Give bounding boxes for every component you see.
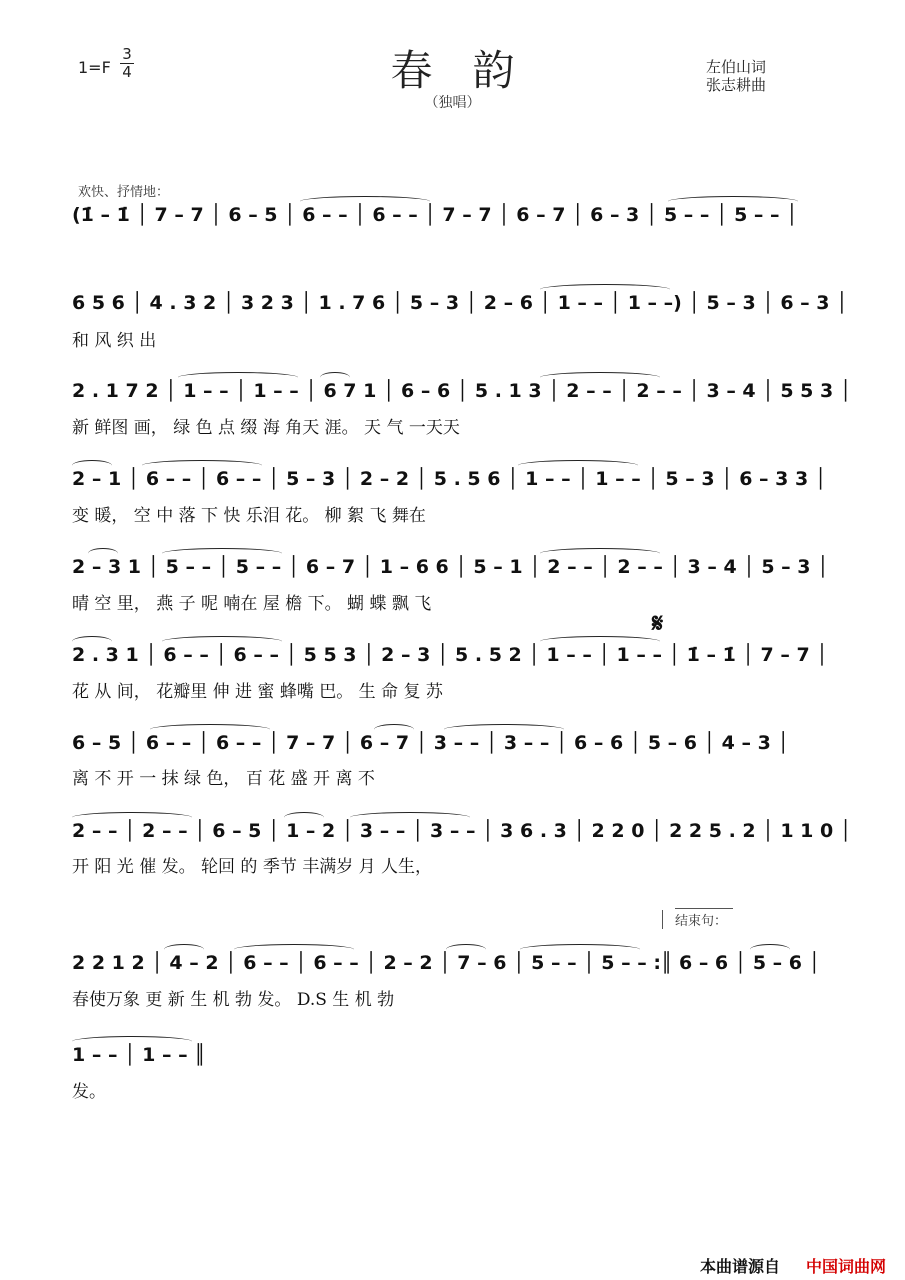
lyric-line: 变 暖， 空 中 落 下 快 乐泪 花。 柳 絮 飞 舞在: [72, 506, 426, 526]
slur-mark: [72, 1036, 192, 1047]
lyric-line: 离 不 开 一 抹 绿 色， 百 花 盛 开 离 不: [72, 769, 375, 789]
slur-mark: [446, 944, 486, 955]
lyric-line: 晴 空 里， 燕 子 呢 喃在 屋 檐 下。 蝴 蝶 飘 飞: [72, 594, 432, 614]
lyric-line: 春使万象 更 新 生 机 勃 发。 D.S 生 机 勃: [72, 990, 395, 1010]
slur-mark: [300, 196, 430, 207]
notation-line: 2 2 1 2 │ 4 – 2 │ 6 – – │ 6 – – │ 2 – 2 │ 7 – 6 │ 5 – – │ 5 – – :║ 6 – 6 │ 5 – 6 │: [72, 952, 821, 974]
song-subtitle: （独唱）: [424, 95, 481, 111]
slur-mark: [374, 724, 414, 735]
slur-mark: [320, 372, 350, 383]
lyric-line: 花 从 间， 花瓣里 伸 进 蜜 蜂嘴 巴。 生 命 复 苏: [72, 682, 443, 702]
ending-bracket: [662, 910, 727, 929]
lyricist-credit: 左伯山词: [706, 58, 767, 76]
slur-mark: [178, 372, 298, 383]
slur-mark: [668, 196, 798, 207]
tempo-marking: 欢快、抒情地：: [78, 185, 170, 200]
lyric-line: 发。: [72, 1082, 106, 1102]
slur-mark: [518, 460, 638, 471]
slur-mark: [164, 944, 204, 955]
slur-mark: [234, 944, 354, 955]
time-signature: [120, 46, 134, 81]
slur-mark: [162, 548, 282, 559]
slur-mark: [540, 636, 660, 647]
slur-mark: [72, 460, 112, 471]
slur-mark: [444, 724, 564, 735]
slur-mark: [88, 548, 118, 559]
slur-mark: [540, 372, 660, 383]
notation-line: 2 . 1 7 2 │ 1 – – │ 1 – – │ 6 7 1 │ 6 – 6 │ 5 . 1 3 │ 2 – – │ 2 – – │ 3 – 4 │ 5 5 3 │: [72, 380, 852, 402]
notation-line: 6 5 6 │ 4 . 3 2 │ 3 2 3 │ 1 . 7 6 │ 5 – 3 │ 2 – 6 │ 1 – – │ 1 – –) │ 5 – 3 │ 6 – 3 │: [72, 292, 848, 314]
slur-mark: [350, 812, 470, 823]
notation-line: 2 – – │ 2 – – │ 6 – 5 │ 1 – 2 │ 3 – – │ 3 – – │ 3 6 . 3 │ 2 2 0 │ 2 2 5 . 2 │ 1 1 0 │: [72, 820, 852, 842]
slur-mark: [540, 284, 670, 295]
slur-mark: [284, 812, 324, 823]
notation-line: 1 – – │ 1 – – ║: [72, 1044, 206, 1066]
notation-line: 2 – 1 │ 6 – – │ 6 – – │ 5 – 3 │ 2 – 2 │ 5 . 5 6 │ 1 – – │ 1 – – │ 5 – 3 │ 6 – 3 3 │: [72, 468, 827, 490]
slur-mark: [540, 548, 660, 559]
lyric-line: 开 阳 光 催 发。 轮回 的 季节 丰满岁 月 人生，: [72, 857, 433, 877]
slur-mark: [72, 812, 192, 823]
notation-line: 2 . 3 1 │ 6 – – │ 6 – – │ 5 5 3 │ 2 – 3 │ 5 . 5 2 │ 1 – – │ 1 – – │ 1̇ – 1̇ │ 7 – 7 │: [72, 644, 828, 666]
slur-mark: [150, 724, 270, 735]
source-site-link[interactable]: 中国词曲网: [806, 1257, 887, 1276]
slur-mark: [520, 944, 640, 955]
lyric-line: 新 鲜图 画， 绿 色 点 缀 海 角天 涯。 天 气 一天天: [72, 418, 460, 438]
source-prefix: 本曲谱源自: [700, 1257, 781, 1276]
song-title: 春韵: [390, 46, 555, 95]
slur-mark: [750, 944, 790, 955]
lyric-line: 和 风 织 出: [72, 331, 157, 351]
meter-bottom: 4: [120, 63, 134, 81]
slur-mark: [142, 460, 262, 471]
meter-top: 3: [122, 45, 132, 63]
credits: [706, 58, 766, 94]
slur-mark: [162, 636, 282, 647]
slur-mark: [72, 636, 112, 647]
composer-credit: 张志耕曲: [706, 76, 767, 94]
notation-line: (1̇ – 1̇ │ 7 – 7 │ 6 – 5 │ 6 – – │ 6 – – │ 7 – 7 │ 6 – 7 │ 6 – 3 │ 5 – – │ 5 – – │: [72, 204, 798, 226]
key-signature: 1=F: [78, 58, 111, 77]
segno-sign: 𝄋: [652, 609, 664, 639]
notation-line: 6 – 5 │ 6 – – │ 6 – – │ 7 – 7 │ 6 – 7 │ 3 – – │ 3 – – │ 6 – 6 │ 5 – 6 │ 4 – 3 │: [72, 732, 789, 754]
ending-label: 结束句：: [675, 914, 728, 929]
notation-line: 2 – 3 1 │ 5 – – │ 5 – – │ 6 – 7 │ 1 – 6 6 │ 5 – 1 │ 2 – – │ 2 – – │ 3 – 4 │ 5 – 3 │: [72, 556, 829, 578]
